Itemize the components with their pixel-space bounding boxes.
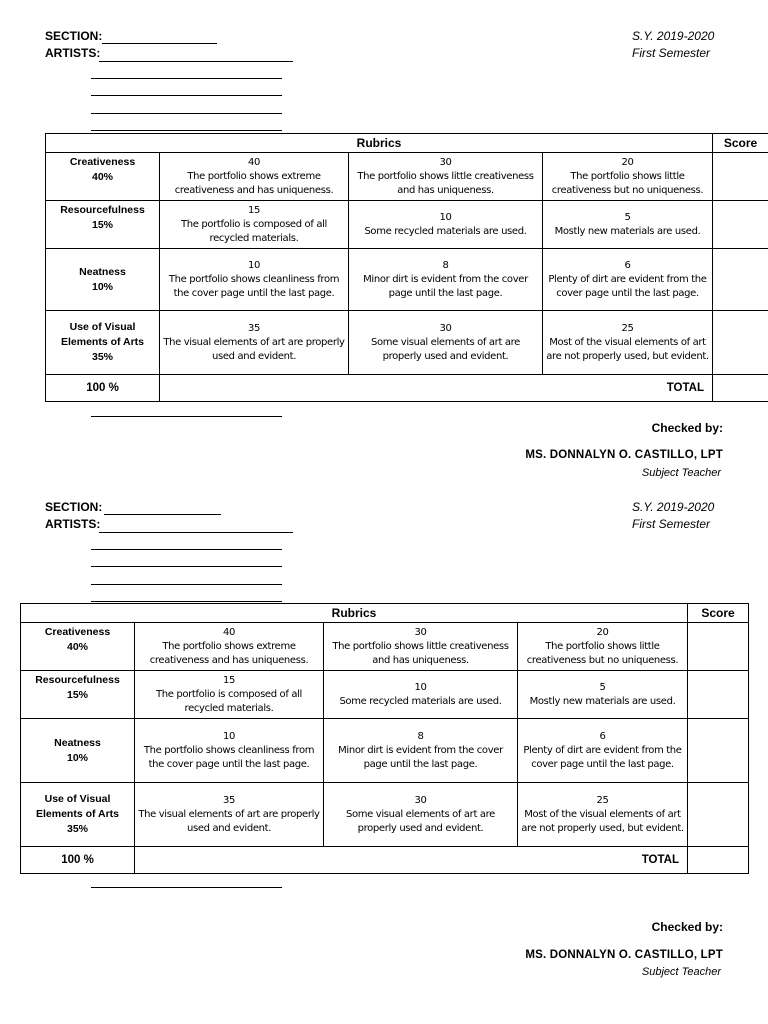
level-description: Minor dirt is evident from the cover page until the last page. <box>338 744 503 770</box>
level-description: The portfolio shows cleanliness from the cover page until the last page. <box>168 273 340 299</box>
level-cell <box>160 153 349 201</box>
criterion-cell <box>46 249 160 311</box>
criterion-name: Resourcefulness <box>60 204 145 216</box>
criterion-cell <box>46 153 160 201</box>
level-cell <box>160 201 349 249</box>
section-label: SECTION: <box>45 29 103 43</box>
extra-line[interactable] <box>91 887 282 888</box>
school-year: S.Y. 2019-2020 <box>632 29 715 43</box>
criterion-weight: 40% <box>66 641 88 653</box>
level-cell <box>518 719 688 783</box>
artist-field[interactable] <box>91 113 282 114</box>
level-points: 25 <box>621 322 634 334</box>
level-points: 10 <box>247 259 261 271</box>
total-score-cell[interactable] <box>688 847 749 874</box>
total-row <box>21 847 749 874</box>
artist-field[interactable] <box>91 549 282 550</box>
level-description: The portfolio shows cleanliness from the cover page until the last page. <box>143 744 315 770</box>
criterion-weight: 35% <box>66 823 88 835</box>
level-cell <box>349 153 543 201</box>
criterion-weight: 40% <box>91 171 113 183</box>
level-points: 30 <box>414 794 427 806</box>
level-cell <box>518 783 688 847</box>
level-points: 35 <box>222 794 236 806</box>
artist-field[interactable] <box>91 130 282 131</box>
level-cell <box>135 719 324 783</box>
level-description: The portfolio shows extreme creativeness and has uniqueness. <box>149 640 309 666</box>
table-row <box>21 719 749 783</box>
level-description: Some recycled materials are used. <box>339 695 502 707</box>
semester: First Semester <box>632 517 711 531</box>
rubric-form-1 <box>0 0 768 490</box>
artist-field[interactable] <box>91 95 282 96</box>
teacher-name: MS. DONNALYN O. CASTILLO, LPT <box>525 949 723 961</box>
table-header-row <box>46 134 768 153</box>
section-field[interactable] <box>102 43 217 44</box>
level-cell <box>543 153 713 201</box>
criterion-name: Use of Visual Elements of Arts <box>35 793 120 820</box>
table-row <box>46 201 768 249</box>
criterion-weight: 35% <box>91 351 113 363</box>
level-cell <box>324 783 518 847</box>
level-points: 10 <box>414 681 427 693</box>
section-field[interactable] <box>104 514 221 515</box>
level-description: Most of the visual elements of art are not properly used, but evident. <box>546 336 709 362</box>
table-row <box>21 623 749 671</box>
level-cell <box>349 201 543 249</box>
table-row <box>21 671 749 719</box>
level-cell <box>349 311 543 375</box>
level-points: 15 <box>247 204 261 216</box>
level-cell <box>135 671 324 719</box>
level-points: 10 <box>439 211 452 223</box>
rubric-table <box>20 603 749 874</box>
level-cell <box>518 623 688 671</box>
level-description: Most of the visual elements of art are not properly used, but evident. <box>521 808 684 834</box>
total-percent: 100 % <box>21 847 135 874</box>
score-cell[interactable] <box>688 623 749 671</box>
score-cell[interactable] <box>713 249 768 311</box>
criterion-weight: 10% <box>66 751 88 764</box>
total-row <box>46 375 768 402</box>
score-cell[interactable] <box>688 671 749 719</box>
artist-field[interactable] <box>99 61 293 62</box>
table-row <box>46 153 768 201</box>
level-description: The portfolio is composed of all recycled materials. <box>156 688 302 714</box>
rubrics-header: Rubrics <box>46 134 713 153</box>
level-cell <box>543 249 713 311</box>
score-header: Score <box>688 604 749 623</box>
criterion-name: Use of Visual Elements of Arts <box>60 321 145 348</box>
score-cell[interactable] <box>688 783 749 847</box>
artist-field[interactable] <box>99 532 293 533</box>
level-cell <box>324 671 518 719</box>
level-points: 5 <box>599 681 606 693</box>
level-description: The portfolio shows little creativeness and has uniqueness. <box>357 170 534 196</box>
level-cell <box>135 783 324 847</box>
criterion-weight: 10% <box>91 280 113 293</box>
table-row <box>46 249 768 311</box>
level-cell <box>349 249 543 311</box>
level-description: The portfolio shows little creativeness and has uniqueness. <box>332 640 509 666</box>
criterion-name: Resourcefulness <box>35 674 120 686</box>
extra-line[interactable] <box>91 416 282 417</box>
artists-label: ARTISTS: <box>45 517 101 531</box>
criterion-cell <box>21 671 135 719</box>
total-score-cell[interactable] <box>713 375 768 402</box>
level-description: The portfolio is composed of all recycled materials. <box>181 218 327 244</box>
level-points: 6 <box>624 259 631 271</box>
level-points: 20 <box>596 626 609 638</box>
level-points: 20 <box>621 156 634 168</box>
checked-by-label: Checked by: <box>651 920 723 934</box>
level-description: Plenty of dirt are evident from the cover page until the last page. <box>523 744 682 770</box>
score-cell[interactable] <box>713 201 768 249</box>
level-description: Some visual elements of art are properly used and evident. <box>371 336 520 362</box>
criterion-cell <box>21 719 135 783</box>
teacher-role: Subject Teacher <box>641 467 721 479</box>
level-description: Mostly new materials are used. <box>529 695 676 707</box>
level-points: 30 <box>414 626 427 638</box>
level-points: 25 <box>596 794 609 806</box>
teacher-name: MS. DONNALYN O. CASTILLO, LPT <box>525 449 723 461</box>
rubrics-header: Rubrics <box>21 604 688 623</box>
total-label: TOTAL <box>160 375 713 402</box>
score-cell[interactable] <box>713 311 768 375</box>
level-description: Some visual elements of art are properly used and evident. <box>346 808 495 834</box>
artist-field[interactable] <box>91 584 282 585</box>
level-description: The portfolio shows little creativeness but no uniqueness. <box>526 640 679 666</box>
criterion-weight: 15% <box>66 689 88 701</box>
score-cell[interactable] <box>688 719 749 783</box>
criterion-name: Creativeness <box>69 156 136 168</box>
checked-by-label: Checked by: <box>651 421 723 435</box>
level-points: 10 <box>222 730 236 742</box>
artist-field[interactable] <box>91 566 282 567</box>
level-description: Plenty of dirt are evident from the cover page until the last page. <box>548 273 707 299</box>
criterion-weight: 15% <box>91 219 113 231</box>
criterion-name: Neatness <box>79 265 126 278</box>
level-points: 5 <box>624 211 631 223</box>
level-cell <box>324 719 518 783</box>
semester: First Semester <box>632 46 711 60</box>
level-cell <box>160 311 349 375</box>
level-cell <box>135 623 324 671</box>
artists-label: ARTISTS: <box>45 46 101 60</box>
criterion-cell <box>46 311 160 375</box>
level-points: 30 <box>439 156 452 168</box>
level-points: 8 <box>417 730 424 742</box>
level-points: 30 <box>439 322 452 334</box>
teacher-role: Subject Teacher <box>641 966 721 978</box>
level-description: The visual elements of art are properly used and evident. <box>163 336 345 362</box>
level-cell <box>324 623 518 671</box>
table-row <box>46 311 768 375</box>
level-points: 15 <box>222 674 236 686</box>
level-description: Some recycled materials are used. <box>364 225 527 237</box>
criterion-name: Neatness <box>54 736 101 749</box>
total-percent: 100 % <box>46 375 160 402</box>
level-cell <box>160 249 349 311</box>
level-cell <box>543 311 713 375</box>
score-cell[interactable] <box>713 153 768 201</box>
rubric-table <box>45 133 768 402</box>
criterion-cell <box>21 623 135 671</box>
criterion-name: Creativeness <box>44 626 111 638</box>
school-year: S.Y. 2019-2020 <box>632 500 715 514</box>
level-cell <box>543 201 713 249</box>
section-label: SECTION: <box>45 500 103 514</box>
level-description: Mostly new materials are used. <box>554 225 701 237</box>
level-points: 40 <box>222 626 236 638</box>
criterion-cell <box>46 201 160 249</box>
level-points: 8 <box>442 259 449 271</box>
level-description: The portfolio shows little creativeness but no uniqueness. <box>551 170 704 196</box>
level-description: The portfolio shows extreme creativeness and has uniqueness. <box>174 170 334 196</box>
level-points: 35 <box>247 322 261 334</box>
level-cell <box>518 671 688 719</box>
score-header: Score <box>713 134 768 153</box>
level-description: Minor dirt is evident from the cover page until the last page. <box>363 273 528 299</box>
table-header-row <box>21 604 749 623</box>
total-label: TOTAL <box>135 847 688 874</box>
artist-field[interactable] <box>91 601 282 602</box>
table-row <box>21 783 749 847</box>
criterion-cell <box>21 783 135 847</box>
level-points: 40 <box>247 156 261 168</box>
level-points: 6 <box>599 730 606 742</box>
artist-field[interactable] <box>91 78 282 79</box>
level-description: The visual elements of art are properly used and evident. <box>138 808 320 834</box>
